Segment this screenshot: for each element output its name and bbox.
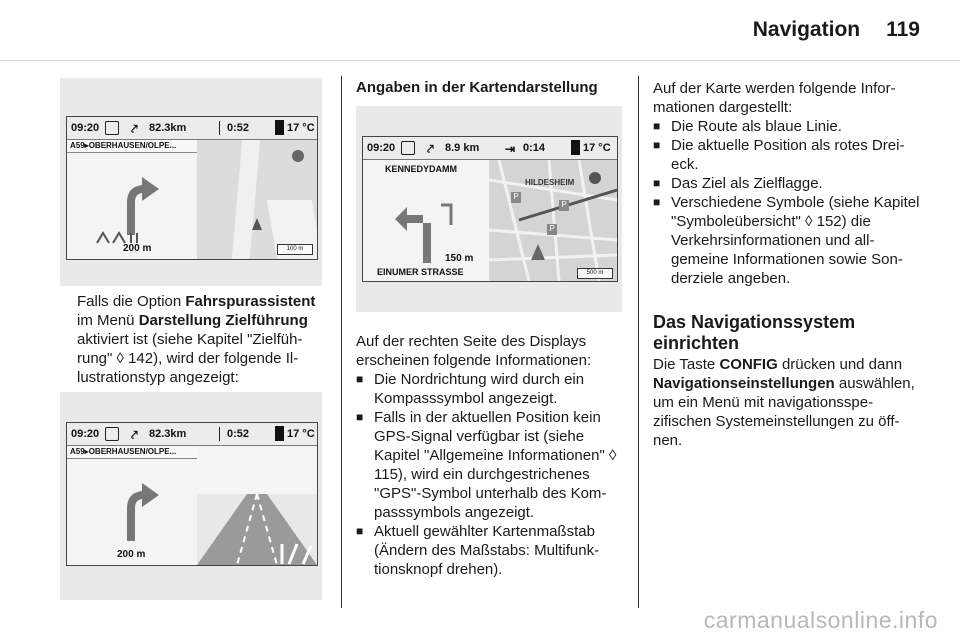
- map-scale: 500 m: [577, 268, 613, 279]
- map-view-caption: Angaben in der Kartendarstellung: [356, 79, 598, 96]
- compass-icon: [292, 150, 304, 162]
- remaining-distance: 8.9 km: [445, 142, 480, 154]
- list-item: ■ Verschiedene Symbole (siehe Kapitel "Symboleübersicht" ◊ 152) die Verkehrsinformationen und allgemeine Informationen sowie Sonderziele angeben.: [653, 193, 923, 288]
- remaining-time: 0:52: [227, 428, 250, 440]
- list-item: ■ Aktuell gewählter Kartenmaßstab (Ändern des Maßstabs: Multifunktionsknopf drehen).: [356, 522, 626, 579]
- remaining-distance: 82.3km: [149, 428, 187, 440]
- thermometer-icon: [275, 120, 284, 135]
- status-bar: [67, 117, 317, 140]
- status-bar: [363, 137, 617, 160]
- lane-arrows-icon: [95, 231, 155, 245]
- street-name: A59▸OBERHAUSEN/OLPE...: [70, 447, 177, 456]
- temperature: 17 °C: [583, 142, 611, 154]
- parking-icon: P: [559, 200, 569, 211]
- parking-icon: P: [547, 224, 557, 235]
- screenshot-panel-b: [60, 392, 322, 600]
- route-icon: ⤤: [427, 142, 434, 156]
- remaining-distance: 82.3km: [149, 122, 187, 134]
- section-heading: Das Navigationssystem einrichten: [653, 312, 856, 353]
- nav-screen-c: [362, 136, 618, 282]
- nav-screen-a: [66, 116, 318, 260]
- clock: 09:20: [367, 142, 396, 154]
- compass-icon: [589, 172, 601, 184]
- screenshot-panel-c: [356, 106, 622, 312]
- nav-screen-b: [66, 422, 318, 566]
- intro-text: Auf der Karte werden folgende Informationen dargestellt:: [653, 80, 896, 116]
- clock-icon: [105, 121, 119, 135]
- remaining-time: 0:14: [523, 142, 546, 154]
- map-info-section: [653, 79, 923, 288]
- sky: [197, 446, 317, 494]
- lane-view: [197, 446, 317, 565]
- clock: 09:20: [71, 428, 100, 440]
- turn-arrow-icon: [107, 167, 167, 237]
- turn-distance: 150 m: [445, 253, 474, 264]
- turn-distance: 200 m: [123, 243, 152, 254]
- list-item: ■ Die aktuelle Position als rotes Dreieck.: [653, 136, 923, 174]
- remaining-time: 0:52: [227, 122, 250, 134]
- route-icon: ⤤: [131, 428, 138, 442]
- position-triangle-icon: [531, 244, 545, 260]
- list-item: ■ Das Ziel als Zielflagge.: [653, 174, 923, 193]
- position-triangle-icon: [252, 218, 262, 230]
- status-bar: [67, 423, 317, 446]
- lane-graphic: [197, 494, 317, 565]
- list-item: ■ Die Nordrichtung wird durch ein Kompasssymbol angezeigt.: [356, 370, 626, 408]
- temperature: 17 °C: [287, 122, 315, 134]
- turn-distance: 200 m: [117, 549, 146, 560]
- street-bar: [67, 446, 197, 459]
- clock-icon: [401, 141, 415, 155]
- right-side-info: [356, 332, 626, 579]
- road: [232, 140, 260, 259]
- intro-text: Auf der rechten Seite des Displays erscheinen folgende Informationen:: [356, 333, 592, 369]
- list-item: ■ Falls in der aktuellen Position kein GPS-Signal verfügbar ist (siehe Kapitel "Allgemeine Informationen" ◊ 115), wird ein durchgestrichenes "GPS"-Symbol unterhalb des Kompasssymbols angezeigt.: [356, 408, 626, 522]
- map-area: [489, 160, 617, 281]
- street-name-top: KENNEDYDAMM: [385, 164, 457, 174]
- header-title: Navigation: [752, 18, 861, 41]
- parking-icon: P: [511, 192, 521, 203]
- list-item: ■ Die Route als blaue Linie.: [653, 117, 923, 136]
- turn-arrow-icon: [107, 473, 167, 543]
- paragraph-lane-assist: Falls die Option Fahrspurassistent im Menü Darstellung Zielführung aktiviert ist (siehe Kapitel "Zielführung" ◊ 142), wird der folgende Illustrationstyp angezeigt:: [77, 293, 316, 386]
- separator: [219, 121, 220, 135]
- column-divider-1: [341, 76, 342, 608]
- clock-icon: [105, 427, 119, 441]
- street-name: A59▸OBERHAUSEN/OLPE...: [70, 141, 177, 150]
- setup-paragraph: Die Taste CONFIG drücken und dann Navigationseinstellungen auswählen, um ein Menü mit navigationsspezifischen Systemeinstellungen zu öffnen.: [653, 356, 915, 449]
- page-number: 119: [886, 18, 920, 41]
- clock: 09:20: [71, 122, 100, 134]
- street-bar: [67, 140, 197, 153]
- thermometer-icon: [571, 140, 580, 155]
- header-rule: [0, 60, 960, 61]
- separator: [219, 427, 220, 441]
- route-icon: ⤤: [131, 122, 138, 136]
- map-area: [197, 140, 317, 259]
- column-divider-2: [638, 76, 639, 608]
- screenshot-panel-a: [60, 78, 322, 286]
- thermometer-icon: [275, 426, 284, 441]
- map-scale: 100 m: [277, 244, 313, 255]
- watermark: carmanualsonline.info: [703, 607, 938, 633]
- temperature: 17 °C: [287, 428, 315, 440]
- street-name-bottom: EINUMER STRASSE: [377, 267, 464, 277]
- destination-arrow-icon: ⇥: [505, 142, 516, 156]
- city-label: HILDESHEIM: [525, 178, 575, 187]
- page-header: [753, 18, 920, 42]
